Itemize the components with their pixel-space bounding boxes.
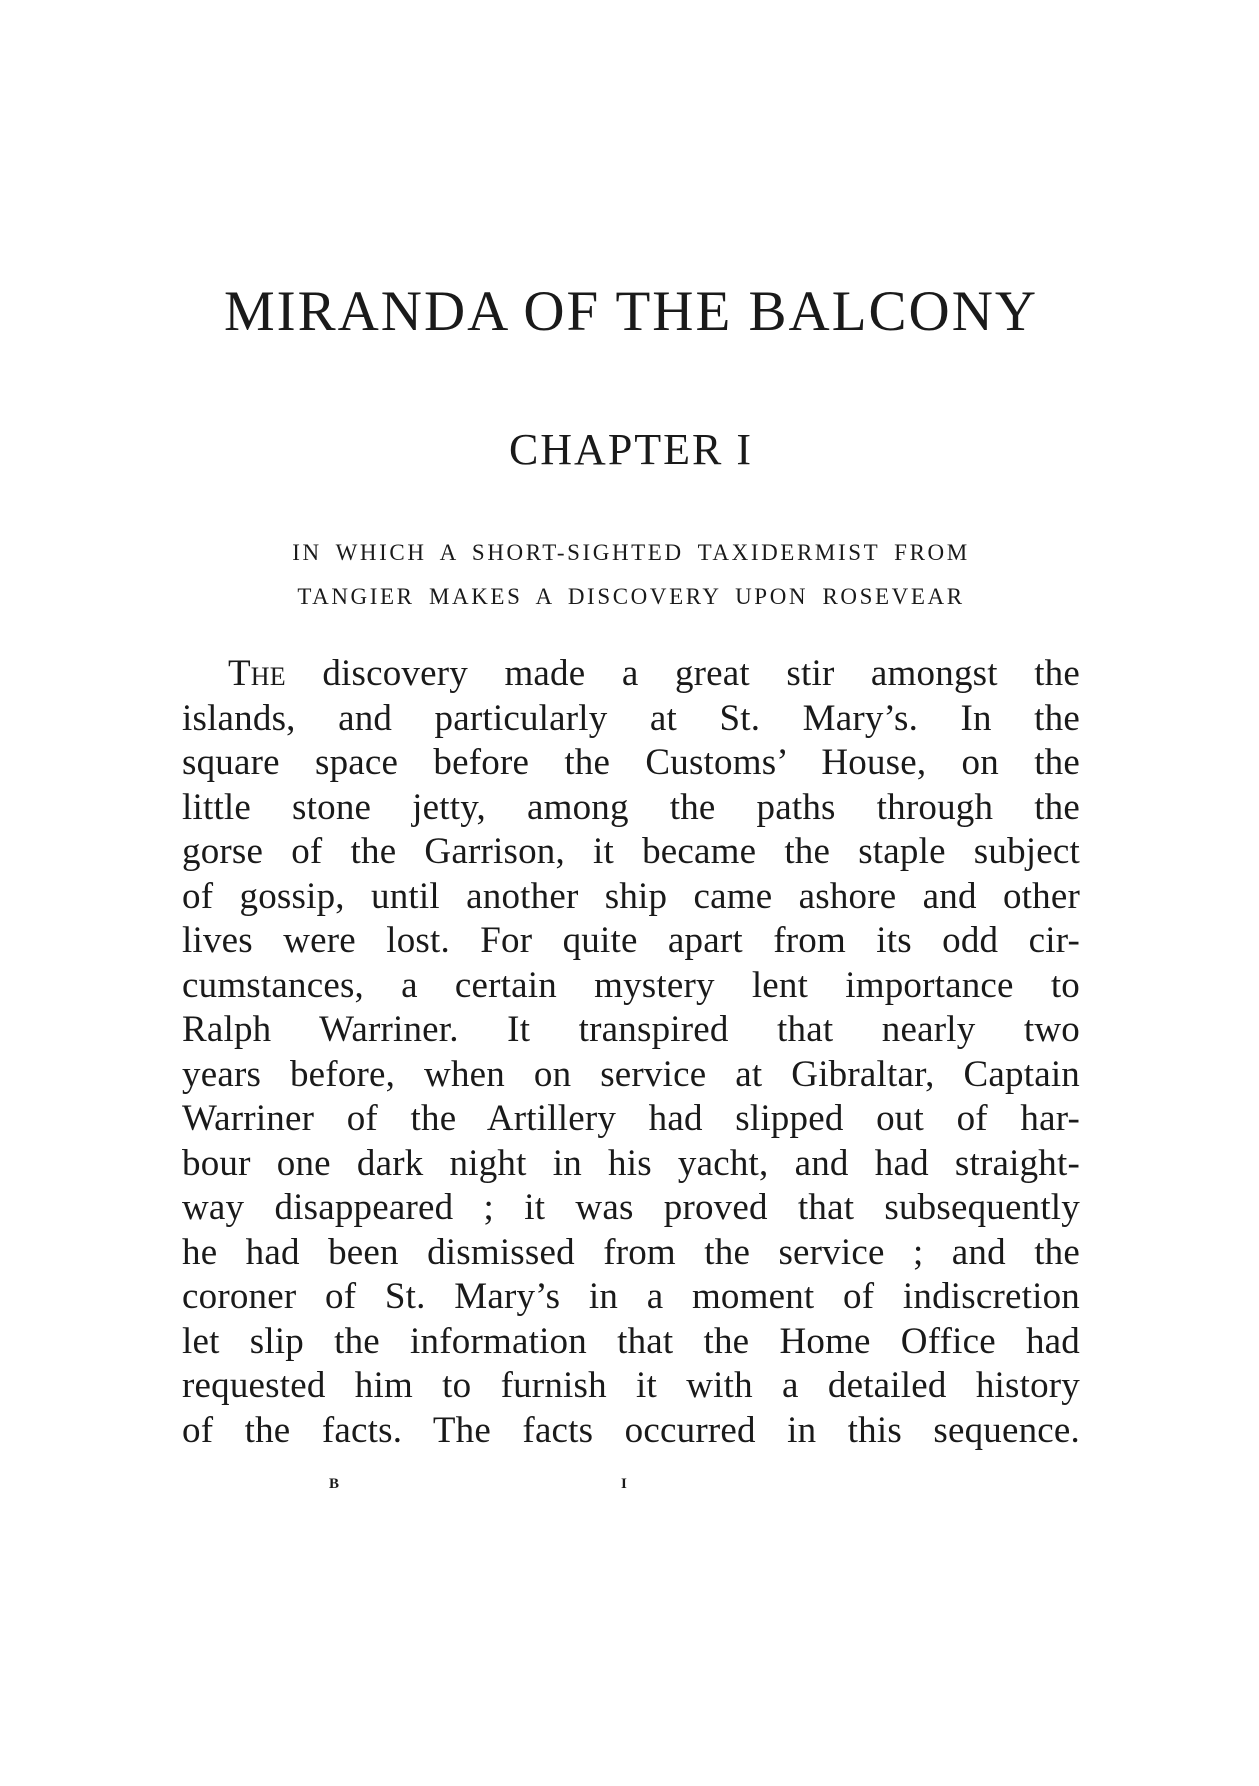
- body-line: bour one dark night in his yacht, and had straight-: [182, 1142, 1080, 1184]
- body-line: gorse of the Garrison, it became the staple subject: [182, 831, 1080, 872]
- body-line: coroner of St. Mary’s in a moment of indiscretion: [182, 1276, 1080, 1317]
- body-line: years before, when on service at Gibraltar, Captain: [182, 1053, 1080, 1095]
- body-line: let slip the information that the Home Office had: [182, 1320, 1080, 1362]
- body-line: cumstances, a certain mystery lent importance to: [182, 964, 1080, 1006]
- page-number: I: [621, 1476, 627, 1492]
- first-word: The: [228, 653, 286, 694]
- body-line: of gossip, until another ship came ashore and other: [182, 875, 1080, 917]
- book-title: MIRANDA OF THE BALCONY: [223, 280, 1039, 343]
- body-line: Ralph Warriner. It transpired that nearly two: [182, 1009, 1080, 1050]
- body-line: he had been dismissed from the service ; and the: [182, 1231, 1080, 1273]
- chapter-summary-line: IN WHICH A SHORT-SIGHTED TAXIDERMIST FROM: [292, 540, 970, 565]
- body-line: Warriner of the Artillery had slipped out of har-: [182, 1098, 1080, 1139]
- body-line: islands, and particularly at St. Mary’s. In the: [182, 697, 1080, 739]
- body-line: square space before the Customs’ House, on the: [182, 742, 1080, 783]
- body-line: requested him to furnish it with a detailed history: [182, 1365, 1080, 1406]
- body-line-first: [182, 652, 1080, 697]
- chapter-summary: [182, 531, 1080, 619]
- chapter-summary-line: TANGIER MAKES A DISCOVERY UPON ROSEVEAR: [297, 584, 965, 609]
- body-line: way disappeared ; it was proved that subsequently: [182, 1187, 1080, 1228]
- body-line: little stone jetty, among the paths through the: [182, 786, 1080, 828]
- first-line-rest: discovery made a great stir amongst the: [285, 653, 1080, 694]
- body-paragraph: [182, 652, 1080, 1453]
- body-line: lives were lost. For quite apart from its odd cir-: [182, 920, 1080, 961]
- chapter-title: CHAPTER I: [508, 425, 754, 474]
- printer-signature-mark: B: [329, 1476, 340, 1492]
- body-line-last: of the facts. The facts occurred in this sequence.: [182, 1409, 1080, 1451]
